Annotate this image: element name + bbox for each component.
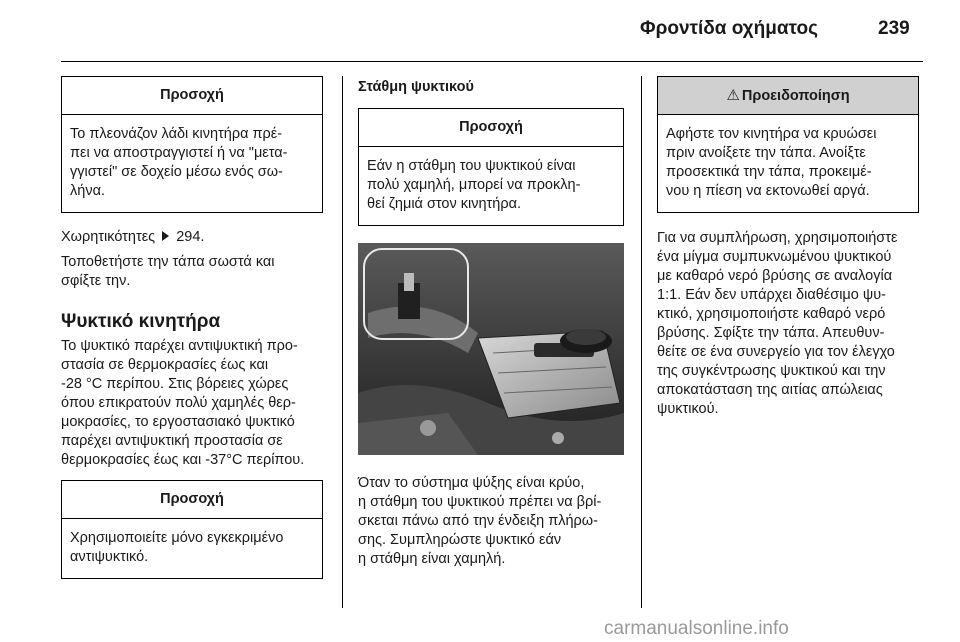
- subsection-title: Στάθμη ψυκτικού: [358, 79, 474, 95]
- cap-instruction: [61, 253, 323, 291]
- header-title: Φροντίδα οχήματος: [640, 18, 818, 39]
- caution-text: [62, 115, 322, 212]
- page-ref-arrow-icon: [162, 231, 169, 241]
- capacities-page-ref: 294.: [176, 229, 205, 245]
- text-line: 1:1. Εάν δεν υπάρχει διαθέσιμο ψυ-: [657, 287, 886, 303]
- text-line: -28 °C περίπου. Στις βόρειες χώρες: [61, 376, 289, 392]
- text-line: Όταν το σύστημα ψύξης είναι κρύο,: [358, 475, 585, 491]
- section-title: Ψυκτικό κινητήρα: [61, 311, 221, 332]
- section-body: [61, 337, 323, 470]
- text-line: πριν ανοίξετε την τάπα. Ανοίξτε: [666, 145, 866, 161]
- coolant-reservoir-photo: [358, 243, 624, 455]
- text-line: Εάν η στάθμη του ψυκτικού είναι: [367, 158, 576, 174]
- column-divider-1: [342, 76, 343, 608]
- coolant-level-text: [358, 474, 624, 569]
- text-line: Για να συμπλήρωση, χρησιμοποιήστε: [657, 230, 898, 246]
- capacities-label: Χωρητικότητες: [61, 229, 156, 245]
- text-line: κτικό, χρησιμοποιήστε καθαρό νερό: [657, 306, 886, 322]
- text-line: θεί ζημιά στον κινητήρα.: [367, 196, 522, 212]
- warning-heading-text: Προειδοποίηση: [741, 88, 850, 104]
- text-line: η στάθμη του ψυκτικού πρέπει να βρί-: [358, 494, 602, 510]
- column-divider-2: [641, 76, 642, 608]
- text-line: νου η πίεση να εκτονωθεί αργά.: [666, 183, 870, 199]
- text-line: σης. Συμπληρώστε ψυκτικό εάν: [358, 532, 562, 548]
- text-line: λήνα.: [70, 183, 105, 199]
- text-line: Το πλεονάζον λάδι κινητήρα πρέ-: [70, 126, 283, 142]
- text-line: μοκρασίες, το εργοστασιακό ψυκτικό: [61, 414, 295, 430]
- text-line: προσεκτικά την τάπα, προκειμέ-: [666, 164, 872, 180]
- text-line: γγιστεί" σε δοχείο μέσω ενός σω-: [70, 164, 283, 180]
- text-line: παρέχει αντιψυκτική προστασία σε: [61, 433, 283, 449]
- text-line: πει να αποστραγγιστεί ή να "μετα-: [70, 145, 288, 161]
- text-line: Αφήστε τον κινητήρα να κρυώσει: [666, 126, 877, 142]
- watermark: carmanualsonline.info: [604, 618, 789, 639]
- engine-bay-illustration: [358, 243, 624, 455]
- caution-heading: Προσοχή: [359, 109, 623, 147]
- text-line: αποκατάσταση της αιτίας απώλειας: [657, 382, 883, 398]
- caution-heading: Προσοχή: [62, 77, 322, 115]
- page-number: 239: [878, 18, 910, 39]
- caution-box-antifreeze: [61, 480, 323, 579]
- text-line: σφίξτε την.: [61, 273, 131, 289]
- text-line: της συγκέντρωσης ψυκτικού και την: [657, 363, 886, 379]
- text-line: Τοποθετήστε την τάπα σωστά και: [61, 254, 275, 270]
- text-line: με καθαρό νερό βρύσης σε αναλογία: [657, 268, 893, 284]
- text-line: ψυκτικού.: [657, 401, 719, 417]
- warning-heading: [658, 77, 918, 115]
- text-line: η στάθμη είναι χαμηλή.: [358, 551, 506, 567]
- column-1: [61, 76, 323, 579]
- capacities-ref[interactable]: [61, 228, 323, 247]
- header-rule: [61, 61, 923, 62]
- text-line: ένα μίγμα συμπυκνωμένου ψυκτικού: [657, 249, 892, 265]
- caution-heading: Προσοχή: [62, 481, 322, 519]
- warning-text: [658, 115, 918, 212]
- text-line: Το ψυκτικό παρέχει αντιψυκτική προ-: [61, 338, 298, 354]
- text-line: θερμοκρασίες έως και -37°C περίπου.: [61, 452, 305, 468]
- text-line: θείτε σε ένα συνεργείο για τον έλεγχο: [657, 344, 895, 360]
- text-line: σκεται πάνω από την ένδειξη πλήρω-: [358, 513, 598, 529]
- text-line: στασία σε θερμοκρασίες έως και: [61, 357, 269, 373]
- text-line: Χρησιμοποιείτε μόνο εγκεκριμένο: [70, 530, 284, 546]
- caution-box-coolant-level: [358, 108, 624, 226]
- text-line: όπου επικρατούν πολύ χαμηλές θερ-: [61, 395, 296, 411]
- text-line: πολύ χαμηλή, μπορεί να προκλη-: [367, 177, 581, 193]
- column-3: [657, 76, 919, 419]
- caution-box-oil: [61, 76, 323, 213]
- refill-instructions: [657, 229, 919, 419]
- caution-text: [359, 147, 623, 225]
- text-line: αντιψυκτικό.: [70, 549, 149, 565]
- text-line: βρύσης. Σφίξτε την τάπα. Απευθυν-: [657, 325, 885, 341]
- caution-text: [62, 519, 322, 578]
- column-2: [358, 78, 624, 569]
- warning-triangle-icon: ⚠: [726, 87, 740, 104]
- warning-box: [657, 76, 919, 213]
